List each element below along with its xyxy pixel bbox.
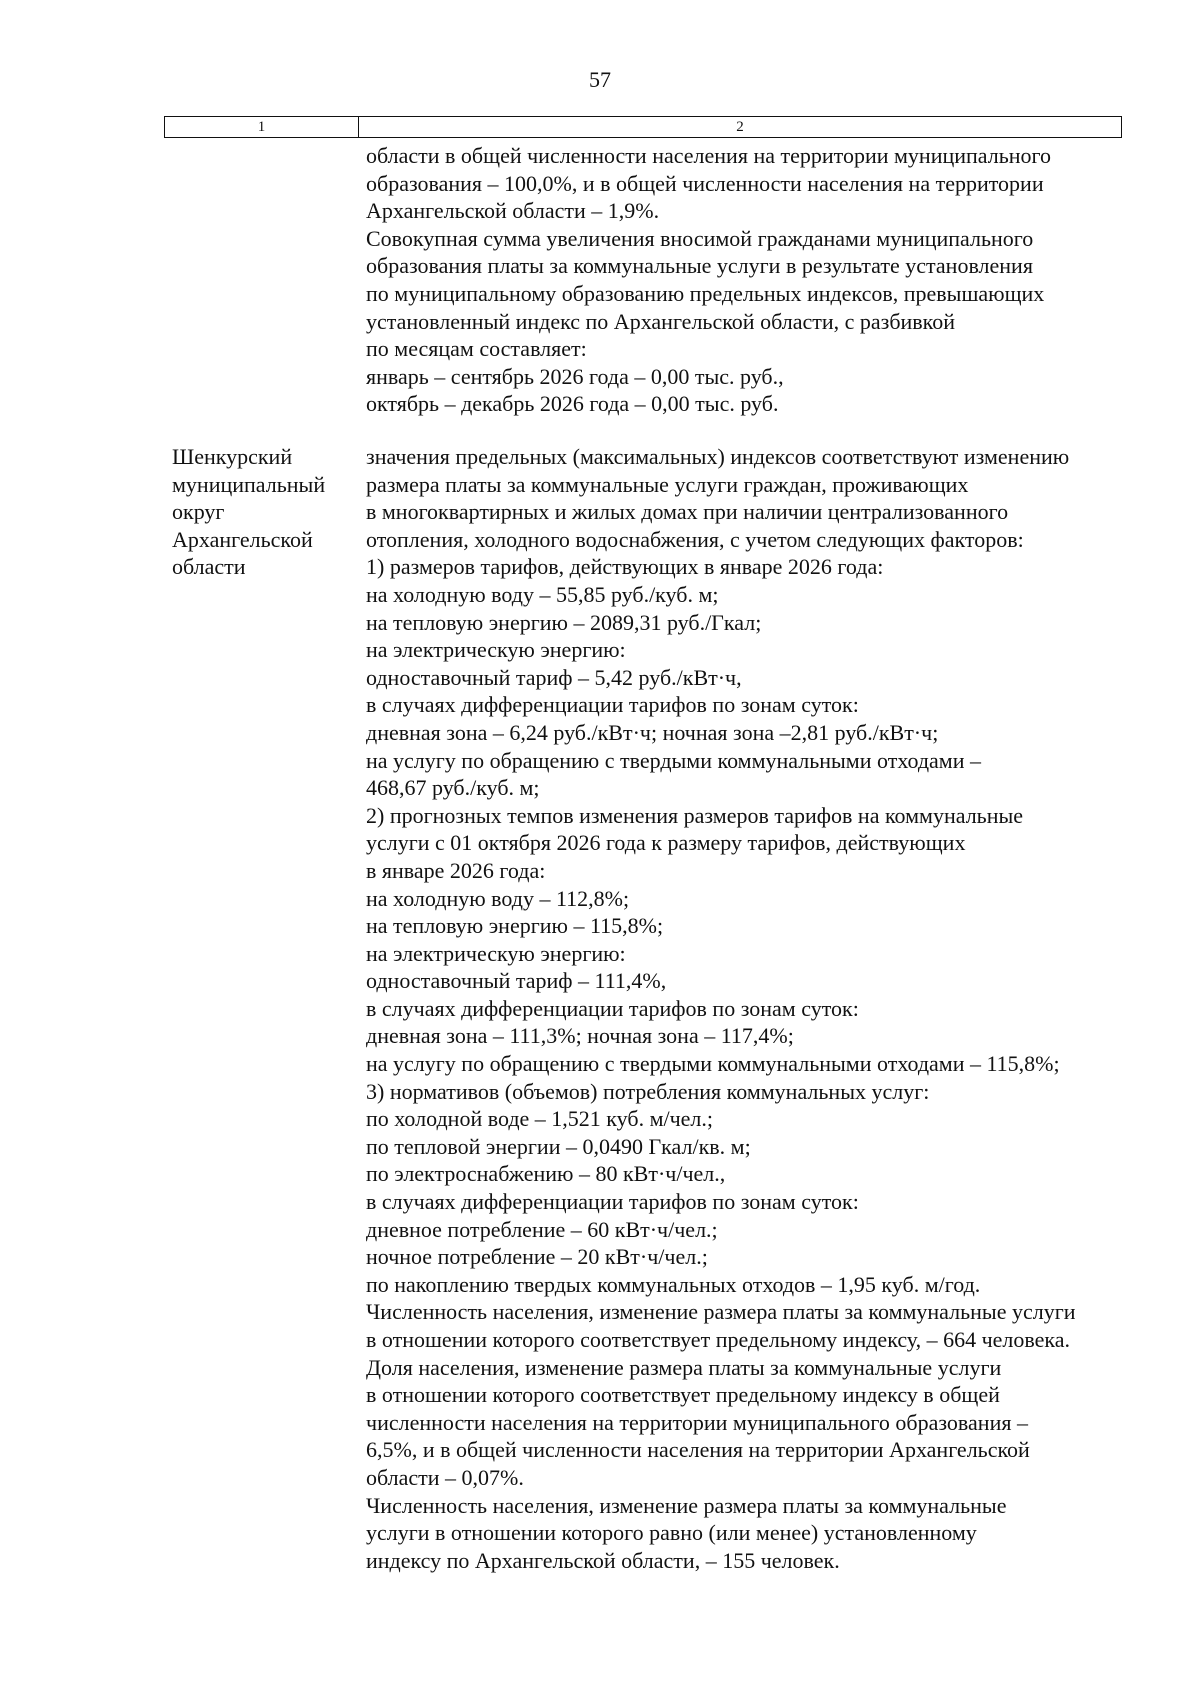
region-description <box>366 443 1146 1574</box>
region-name-line: Архангельской <box>172 526 313 552</box>
text-line: в отношении которого соответствует предельному индексу, – 664 человека. <box>366 1327 1071 1352</box>
region-name-line: Шенкурский <box>172 444 293 469</box>
text-line: одноставочный тариф – 5,42 руб./кВт·ч, <box>366 664 742 690</box>
text-line: по электроснабжению – 80 кВт·ч/чел., <box>366 1161 726 1187</box>
text-line: в случаях дифференциации тарифов по зонам суток: <box>366 692 859 718</box>
text-line: по муниципальному образованию предельных индексов, превышающих <box>366 280 1045 306</box>
text-line: по тепловой энергии – 0,0490 Гкал/кв. м; <box>366 1133 751 1159</box>
text-line: дневное потребление – 60 кВт·ч/чел.; <box>366 1216 718 1242</box>
region-name-line: округ <box>172 499 225 525</box>
text-line: октябрь – декабрь 2026 года – 0,00 тыс. руб. <box>366 391 779 417</box>
text-line: значения предельных (максимальных) индексов соответствуют изменению <box>366 444 1070 469</box>
text-line: Архангельской области – 1,9%. <box>366 198 660 224</box>
text-line: услуги с 01 октября 2026 года к размеру тарифов, действующих <box>366 830 966 856</box>
text-line: Численность населения, изменение размера платы за коммунальные <box>366 1492 1007 1518</box>
text-line: январь – сентябрь 2026 года – 0,00 тыс. руб., <box>366 363 784 389</box>
column-2-number: 2 <box>736 119 744 135</box>
text-line: в многоквартирных и жилых домах при наличии централизованного <box>366 499 1009 525</box>
text-line: на услугу по обращению с твердыми коммунальными отходами – <box>366 747 982 773</box>
text-line: размера платы за коммунальные услуги граждан, проживающих <box>366 471 969 497</box>
text-line: в январе 2026 года: <box>366 857 546 883</box>
text-line: в случаях дифференциации тарифов по зонам суток: <box>366 1189 859 1215</box>
text-line: Доля населения, изменение размера платы за коммунальные услуги <box>366 1354 1002 1380</box>
text-line: в случаях дифференциации тарифов по зонам суток: <box>366 995 859 1021</box>
text-line: одноставочный тариф – 111,4%, <box>366 968 667 994</box>
text-line: на электрическую энергию: <box>366 637 626 663</box>
region-name-line: муниципальный <box>172 471 326 497</box>
text-line: на холодную воду – 112,8%; <box>366 885 630 911</box>
text-line: ночное потребление – 20 кВт·ч/чел.; <box>366 1244 708 1270</box>
text-line: 3) нормативов (объемов) потребления коммунальных услуг: <box>366 1078 930 1104</box>
text-line: по накоплению твердых коммунальных отходов – 1,95 куб. м/год. <box>366 1271 981 1297</box>
text-line: на холодную воду – 55,85 руб./куб. м; <box>366 581 719 607</box>
text-line: дневная зона – 111,3%; ночная зона – 117,4%; <box>366 1023 794 1049</box>
text-line: 6,5%, и в общей численности населения на территории Архангельской <box>366 1437 1030 1463</box>
text-line: области – 0,07%. <box>366 1464 524 1490</box>
text-line: 2) прогнозных темпов изменения размеров тарифов на коммунальные <box>366 802 1024 828</box>
text-line: на электрическую энергию: <box>366 940 626 966</box>
text-line: образования платы за коммунальные услуги в результате установления <box>366 253 1033 279</box>
text-line: Численность населения, изменение размера платы за коммунальные услуги <box>366 1299 1076 1325</box>
column-1-number: 1 <box>165 117 359 137</box>
text-line: отопления, холодного водоснабжения, с учетом следующих факторов: <box>366 526 1024 552</box>
text-line: по месяцам составляет: <box>366 336 587 362</box>
text-line: на услугу по обращению с твердыми коммунальными отходами – 115,8%; <box>366 1051 1060 1077</box>
text-line: услуги в отношении которого равно (или менее) установленному <box>366 1520 977 1546</box>
text-line: по холодной воде – 1,521 куб. м/чел.; <box>366 1106 714 1132</box>
region-name-line: области <box>172 554 246 580</box>
text-line: 1) размеров тарифов, действующих в январе 2026 года: <box>366 554 884 580</box>
text-line: установленный индекс по Архангельской области, с разбивкой <box>366 308 956 334</box>
text-line: на тепловую энергию – 115,8%; <box>366 913 664 939</box>
text-line: индексу по Архангельской области, – 155 человек. <box>366 1547 840 1573</box>
text-line: 468,67 руб./куб. м; <box>366 775 540 801</box>
text-line: дневная зона – 6,24 руб./кВт·ч; ночная зона –2,81 руб./кВт·ч; <box>366 719 939 745</box>
region-name <box>172 443 362 581</box>
table-column-header <box>164 116 1122 138</box>
continuation-text <box>366 142 1146 418</box>
text-line: на тепловую энергию – 2089,31 руб./Гкал; <box>366 609 762 635</box>
text-line: образования – 100,0%, и в общей численности населения на территории <box>366 170 1044 196</box>
page-number: 57 <box>589 67 611 92</box>
text-line: в отношении которого соответствует предельному индексу в общей <box>366 1382 1000 1408</box>
text-line: Совокупная сумма увеличения вносимой гражданами муниципального <box>366 225 1034 251</box>
text-line: области в общей численности населения на территории муниципального <box>366 143 1052 168</box>
text-line: численности населения на территории муниципального образования – <box>366 1409 1028 1435</box>
